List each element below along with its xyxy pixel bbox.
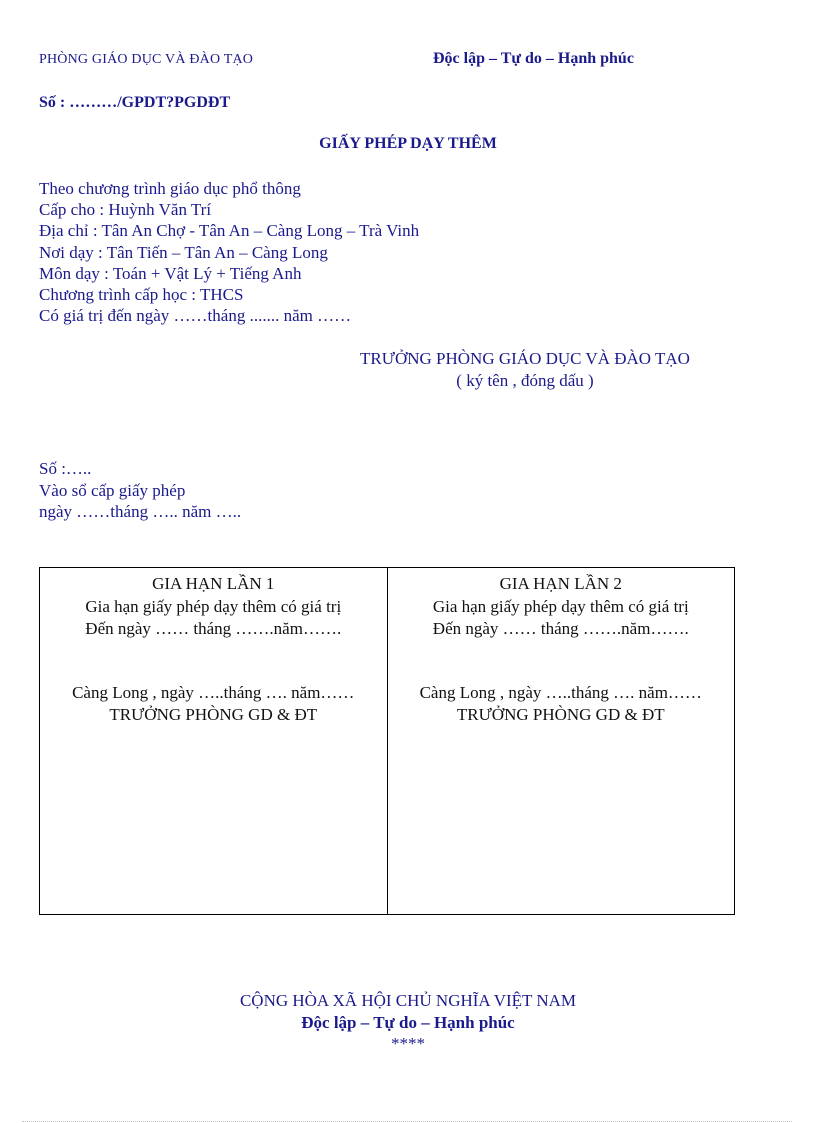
extension-signer: TRƯỞNG PHÒNG GD & ĐT bbox=[109, 705, 318, 724]
department-name: PHÒNG GIÁO DỤC VÀ ĐÀO TẠO bbox=[39, 52, 254, 67]
detail-issued-to: Cấp cho : Huỳnh Văn Trí bbox=[39, 200, 212, 220]
extension-place-date: Càng Long , ngày …..tháng …. năm…… bbox=[72, 682, 355, 702]
registry-number: Số :….. bbox=[39, 459, 92, 478]
extension-expiry: Đến ngày …… tháng …….năm……. bbox=[85, 619, 342, 638]
extension-place-date: Càng Long , ngày …..tháng …. năm…… bbox=[419, 682, 702, 702]
registry-block bbox=[39, 458, 241, 523]
footer-block bbox=[0, 990, 816, 1055]
motto-header: Độc lập – Tự do – Hạnh phúc bbox=[433, 50, 634, 67]
footer-country: CỘNG HÒA XÃ HỘI CHỦ NGHĨA VIỆT NAM bbox=[239, 991, 577, 1010]
detail-subjects: Môn dạy : Toán + Vật Lý + Tiếng Anh bbox=[39, 263, 302, 283]
signature-note: ( ký tên , đóng dấu ) bbox=[456, 371, 594, 390]
extension-heading: GIA HẠN LẦN 1 bbox=[152, 574, 275, 593]
registry-date: ngày ……tháng ….. năm ….. bbox=[39, 502, 242, 521]
detail-program: Theo chương trình giáo dục phổ thông bbox=[39, 179, 301, 198]
detail-level: Chương trình cấp học : THCS bbox=[39, 285, 244, 305]
extension-line: Gia hạn giấy phép dạy thêm có giá trị bbox=[85, 596, 342, 616]
extension-line: Gia hạn giấy phép dạy thêm có giá trị bbox=[432, 596, 689, 616]
extension-heading: GIA HẠN LẦN 2 bbox=[499, 574, 622, 593]
signature-title: TRƯỞNG PHÒNG GIÁO DỤC VÀ ĐÀO TẠO bbox=[360, 349, 690, 368]
footer-motto: Độc lập – Tự do – Hạnh phúc bbox=[301, 1012, 515, 1032]
extension-signer: TRƯỞNG PHÒNG GD & ĐT bbox=[456, 705, 665, 724]
document-number: Số : ………/GPDT?PGDĐT bbox=[39, 94, 231, 111]
permit-details bbox=[39, 178, 419, 326]
extension-cell-2 bbox=[387, 568, 735, 914]
footer-stars: **** bbox=[391, 1034, 425, 1053]
extension-expiry: Đến ngày …… tháng …….năm……. bbox=[432, 619, 689, 638]
extension-cell-1 bbox=[40, 568, 387, 914]
detail-valid-until: Có giá trị đến ngày ……tháng ....... năm …… bbox=[39, 306, 352, 326]
registry-label: Vào sổ cấp giấy phép bbox=[39, 480, 186, 500]
document-title: GIẤY PHÉP DẠY THÊM bbox=[319, 135, 497, 152]
extension-table bbox=[39, 567, 735, 915]
signature-block bbox=[320, 348, 730, 392]
page-bottom-divider bbox=[22, 1121, 792, 1122]
detail-address: Địa chỉ : Tân An Chợ - Tân An – Càng Long – Trà Vinh bbox=[39, 221, 420, 241]
detail-teaching-place: Nơi dạy : Tân Tiến – Tân An – Càng Long bbox=[39, 242, 328, 262]
